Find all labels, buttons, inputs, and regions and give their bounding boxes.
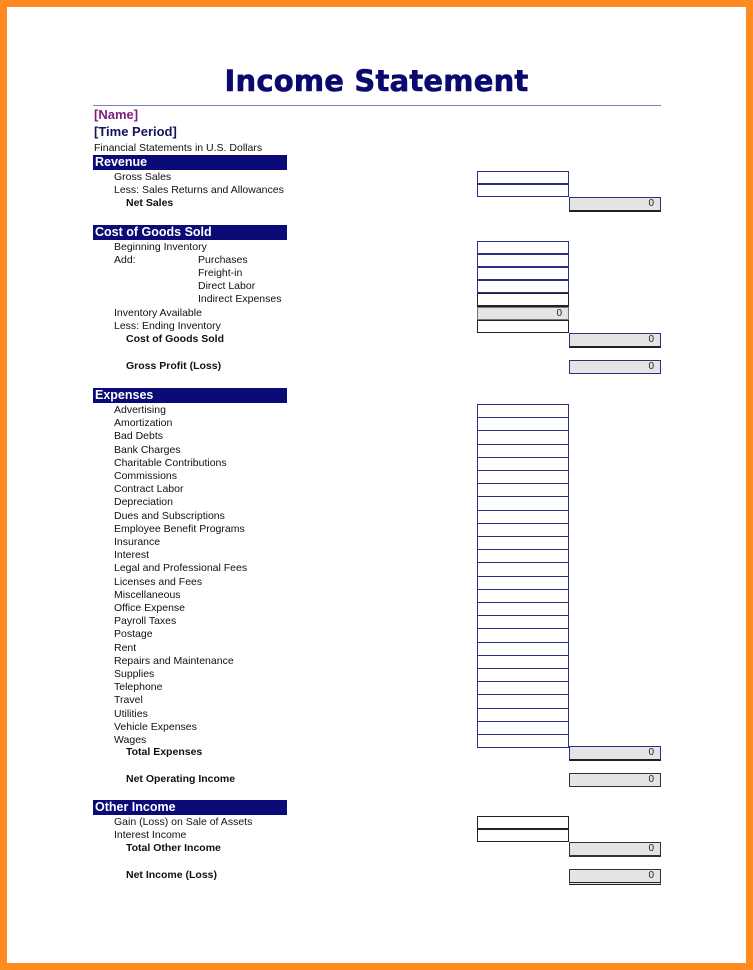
input-expense-item[interactable] (477, 496, 569, 511)
input-expense-item[interactable] (477, 562, 569, 577)
input-expense-item[interactable] (477, 628, 569, 643)
label-gain-loss-assets: Gain (Loss) on Sale of Assets (114, 816, 253, 828)
label-expense-item: Charitable Contributions (114, 457, 227, 469)
input-expense-item[interactable] (477, 417, 569, 431)
label-indirect-expenses: Indirect Expenses (198, 293, 282, 305)
label-expense-item: Amortization (114, 417, 173, 429)
input-beginning-inventory[interactable] (477, 241, 569, 254)
label-net-operating-income: Net Operating Income (126, 773, 236, 785)
input-interest-income[interactable] (477, 829, 569, 842)
input-expense-item[interactable] (477, 483, 569, 497)
label-expense-item: Wages (114, 734, 147, 746)
input-expense-item[interactable] (477, 615, 569, 629)
input-expense-item[interactable] (477, 602, 569, 616)
label-expense-item: Supplies (114, 668, 155, 680)
input-expense-item[interactable] (477, 721, 569, 735)
input-ending-inventory[interactable] (477, 320, 569, 333)
input-expense-item[interactable] (477, 536, 569, 550)
section-header-revenue: Revenue (93, 155, 287, 170)
input-direct-labor[interactable] (477, 280, 569, 293)
section-header-expenses: Expenses (93, 388, 287, 403)
input-expense-item[interactable] (477, 576, 569, 590)
input-expense-item[interactable] (477, 589, 569, 603)
label-expense-item: Payroll Taxes (114, 615, 177, 627)
label-direct-labor: Direct Labor (198, 280, 256, 292)
label-total-expenses: Total Expenses (126, 746, 203, 758)
label-freight-in: Freight-in (198, 267, 243, 279)
label-expense-item: Postage (114, 628, 153, 640)
label-expense-item: Telephone (114, 681, 163, 693)
label-add: Add: (114, 254, 136, 266)
input-sales-returns[interactable] (477, 184, 569, 197)
label-expense-item: Dues and Subscriptions (114, 510, 225, 522)
value-total-expenses: 0 (569, 746, 661, 761)
label-expense-item: Interest (114, 549, 150, 561)
input-expense-item[interactable] (477, 642, 569, 656)
value-gross-profit: 0 (569, 360, 661, 374)
label-expense-item: Commissions (114, 470, 178, 482)
value-net-income: 0 (569, 869, 661, 885)
label-gross-profit: Gross Profit (Loss) (126, 360, 222, 372)
input-expense-item[interactable] (477, 510, 569, 524)
input-gain-loss-assets[interactable] (477, 816, 569, 829)
input-indirect-expenses[interactable] (477, 293, 569, 307)
page-title: Income Statement (224, 64, 529, 98)
label-inventory-available: Inventory Available (114, 307, 202, 319)
input-expense-item[interactable] (477, 457, 569, 471)
label-net-income: Net Income (Loss) (126, 869, 218, 881)
input-freight-in[interactable] (477, 267, 569, 280)
section-header-cogs: Cost of Goods Sold (93, 225, 287, 240)
input-expense-item[interactable] (477, 523, 569, 537)
input-purchases[interactable] (477, 254, 569, 267)
label-total-other-income: Total Other Income (126, 842, 221, 854)
value-inventory-available: 0 (477, 307, 569, 320)
label-expense-item: Miscellaneous (114, 589, 181, 601)
value-net-operating-income: 0 (569, 773, 661, 787)
input-expense-item[interactable] (477, 655, 569, 669)
title-divider (93, 105, 661, 106)
input-gross-sales[interactable] (477, 171, 569, 184)
label-expense-item: Rent (114, 642, 137, 654)
label-expense-item: Office Expense (114, 602, 186, 614)
input-expense-item[interactable] (477, 549, 569, 563)
input-expense-item[interactable] (477, 430, 569, 445)
label-expense-item: Utilities (114, 708, 148, 720)
label-ending-inventory: Less: Ending Inventory (114, 320, 221, 332)
label-sales-returns: Less: Sales Returns and Allowances (114, 184, 284, 196)
value-total-other-income: 0 (569, 842, 661, 857)
input-expense-item[interactable] (477, 444, 569, 458)
label-expense-item: Bad Debts (114, 430, 164, 442)
input-expense-item[interactable] (477, 470, 569, 484)
label-expense-item: Legal and Professional Fees (114, 562, 248, 574)
label-expense-item: Vehicle Expenses (114, 721, 197, 733)
label-purchases: Purchases (198, 254, 248, 266)
label-net-sales: Net Sales (126, 197, 174, 209)
label-expense-item: Travel (114, 694, 143, 706)
input-expense-item[interactable] (477, 708, 569, 722)
input-expense-item[interactable] (477, 681, 569, 695)
label-expense-item: Depreciation (114, 496, 173, 508)
value-net-sales: 0 (569, 197, 661, 212)
label-expense-item: Repairs and Maintenance (114, 655, 234, 667)
input-expense-item[interactable] (477, 668, 569, 682)
label-interest-income: Interest Income (114, 829, 187, 841)
input-expense-item[interactable] (477, 734, 569, 748)
company-name-field[interactable]: [Name] (94, 107, 139, 122)
currency-note: Financial Statements in U.S. Dollars (94, 142, 263, 154)
label-expense-item: Licenses and Fees (114, 576, 203, 588)
label-cogs-total: Cost of Goods Sold (126, 333, 224, 345)
label-gross-sales: Gross Sales (114, 171, 172, 183)
input-expense-item[interactable] (477, 694, 569, 709)
label-expense-item: Insurance (114, 536, 161, 548)
value-cogs-total: 0 (569, 333, 661, 348)
label-expense-item: Employee Benefit Programs (114, 523, 245, 535)
label-expense-item: Contract Labor (114, 483, 184, 495)
label-expense-item: Bank Charges (114, 444, 181, 456)
label-beginning-inventory: Beginning Inventory (114, 241, 207, 253)
label-expense-item: Advertising (114, 404, 166, 416)
section-header-other-income: Other Income (93, 800, 287, 815)
time-period-field[interactable]: [Time Period] (94, 124, 177, 139)
input-expense-item[interactable] (477, 404, 569, 418)
